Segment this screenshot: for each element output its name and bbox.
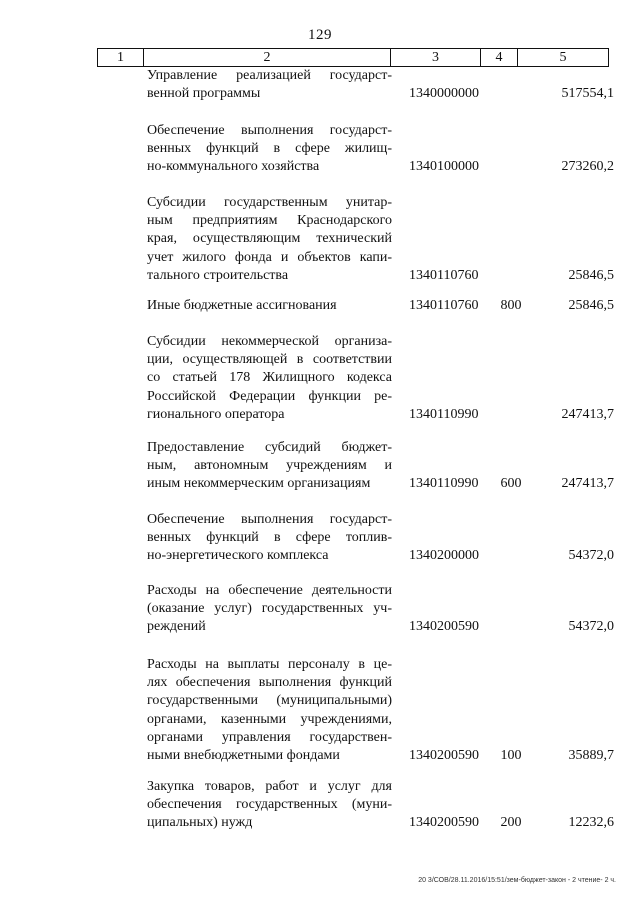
row-code: 1340000000 bbox=[409, 86, 479, 102]
row-amount: 247413,7 bbox=[561, 476, 614, 492]
row-code: 1340200000 bbox=[409, 548, 479, 564]
row-description-line: венных функций в сфере жилищ- bbox=[147, 141, 392, 157]
row-description-line: органами, казенными учреждениями, bbox=[147, 711, 392, 727]
row-description-line: со статьей 178 Жилищного кодекса bbox=[147, 370, 392, 386]
row-description-line: Обеспечение выполнения государст- bbox=[147, 123, 392, 138]
row-description-line: но-энергетического комплекса bbox=[147, 548, 329, 564]
row-expense-type: 200 bbox=[500, 815, 522, 831]
row-description-line: ным предприятиям Краснодарского bbox=[147, 213, 392, 229]
row-description-line: тального строительства bbox=[147, 267, 289, 283]
column-header-2: 2 bbox=[144, 49, 391, 67]
page-number: 129 bbox=[308, 27, 332, 43]
row-code: 1340110760 bbox=[409, 267, 479, 283]
row-description bbox=[147, 67, 392, 103]
row-description-line: Закупка товаров, работ и услуг для bbox=[147, 779, 392, 794]
row-description-line: Иные бюджетные ассигнования bbox=[147, 298, 337, 313]
row-description-line: иным некоммерческим организациям bbox=[147, 476, 371, 492]
row-description-line: ным, автономным учреждениям и bbox=[147, 458, 392, 474]
row-description-line: обеспечения государственных (муни- bbox=[147, 797, 392, 813]
row-code: 1340100000 bbox=[409, 159, 479, 175]
row-description bbox=[147, 333, 392, 424]
row-code: 1340200590 bbox=[409, 619, 479, 635]
row-description bbox=[147, 297, 392, 315]
row-description bbox=[147, 656, 392, 765]
row-description-line: органами управления государствен- bbox=[147, 729, 392, 745]
row-amount: 25846,5 bbox=[568, 267, 614, 283]
row-description-line: гионального оператора bbox=[147, 406, 285, 422]
row-description-line: Субсидии государственным унитар- bbox=[147, 195, 392, 210]
row-description-line: (оказание услуг) государственных уч- bbox=[147, 601, 392, 617]
row-amount: 25846,5 bbox=[568, 298, 614, 313]
row-description-line: ципальных) нужд bbox=[147, 815, 253, 831]
row-description-line: Предоставление субсидий бюджет- bbox=[147, 440, 392, 455]
row-description bbox=[147, 122, 392, 177]
row-description bbox=[147, 778, 392, 833]
row-code: 1340110990 bbox=[409, 476, 479, 492]
row-description bbox=[147, 511, 392, 566]
row-description-line: лях обеспечения выполнения функций bbox=[147, 675, 392, 691]
row-code: 1340200590 bbox=[409, 815, 479, 831]
row-description-line: венной программы bbox=[147, 86, 261, 102]
row-description-line: но-коммунального хозяйства bbox=[147, 159, 320, 175]
row-description-line: Управление реализацией государст- bbox=[147, 68, 392, 83]
row-expense-type: 100 bbox=[500, 748, 522, 763]
row-description-line: Расходы на обеспечение деятельности bbox=[147, 583, 392, 598]
column-header-table bbox=[97, 48, 609, 67]
column-header-4: 4 bbox=[481, 49, 518, 67]
row-description-line: венных функций в сфере топлив- bbox=[147, 530, 392, 546]
row-code: 1340110990 bbox=[409, 406, 479, 422]
row-description-line: Расходы на выплаты персоналу в це- bbox=[147, 657, 392, 672]
row-description-line: Российской Федерации функции ре- bbox=[147, 388, 392, 404]
column-header-3: 3 bbox=[391, 49, 481, 67]
row-amount: 54372,0 bbox=[568, 548, 614, 564]
row-amount: 247413,7 bbox=[561, 406, 614, 422]
row-code: 1340110760 bbox=[409, 298, 479, 313]
row-code: 1340200590 bbox=[409, 748, 479, 763]
row-description bbox=[147, 194, 392, 285]
row-amount: 54372,0 bbox=[568, 619, 614, 635]
row-description bbox=[147, 582, 392, 637]
row-description bbox=[147, 439, 392, 494]
column-header-row bbox=[98, 49, 609, 67]
row-amount: 517554,1 bbox=[561, 86, 614, 102]
row-description-line: Обеспечение выполнения государст- bbox=[147, 512, 392, 527]
row-description-line: государственными (муниципальными) bbox=[147, 693, 392, 709]
row-description-line: края, осуществляющим технический bbox=[147, 231, 392, 247]
column-header-5: 5 bbox=[518, 49, 609, 67]
row-description-line: ции, осуществляющей в соответствии bbox=[147, 352, 392, 368]
row-amount: 12232,6 bbox=[568, 815, 614, 831]
row-description-line: Субсидии некоммерческой организа- bbox=[147, 334, 392, 349]
column-header-1: 1 bbox=[98, 49, 144, 67]
row-description-line: ными внебюджетными фондами bbox=[147, 748, 340, 764]
row-description-line: реждений bbox=[147, 619, 206, 635]
row-expense-type: 800 bbox=[500, 298, 522, 313]
row-expense-type: 600 bbox=[500, 476, 522, 492]
row-amount: 273260,2 bbox=[561, 159, 614, 175]
row-description-line: учет жилого фонда и объектов капи- bbox=[147, 249, 392, 265]
footer-file-stamp: 20 3/СОВ/28.11.2016/15:51/зем-бюджет-закон - 2 чтение- 2 ч. bbox=[418, 877, 616, 884]
row-amount: 35889,7 bbox=[568, 748, 614, 763]
